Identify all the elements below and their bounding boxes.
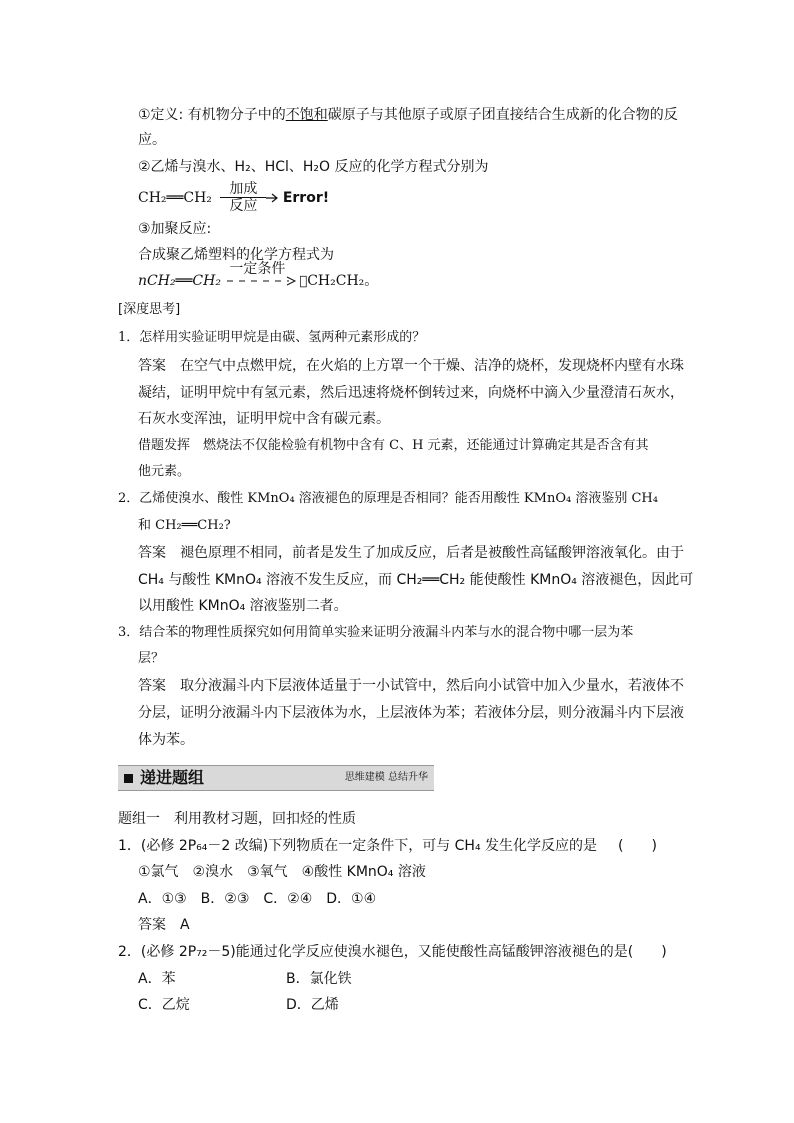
poly-title: ③加聚反应: xyxy=(138,221,212,237)
section-title: 递进题组 xyxy=(140,768,205,787)
definition-text-a: ①定义: 有机物分子中的 xyxy=(138,107,286,123)
g1-question-2-option-a: A．苯 xyxy=(138,971,176,987)
section-tag: 思维建模 总结升华 xyxy=(344,772,428,783)
question-2-line-1: 2．乙烯使溴水、酸性 KMnO₄ 溶液褪色的原理是否相同？能否用酸性 KMnO₄ 溶液鉴别 CH₄ xyxy=(118,491,658,506)
question-1: 1．怎样用实验证明甲烷是由碳、氢两种元素形成的？ xyxy=(118,330,426,345)
condition-bottom: 反应 xyxy=(229,198,258,214)
definition-text-b: 碳原子与其他原子或原子团直接结合生成新的化合物的反 xyxy=(327,107,678,123)
question-3-line-1: 3．结合苯的物理性质探究如何用简单实验来证明分液漏斗内苯与水的混合物中哪一层为苯 xyxy=(118,625,634,640)
answer-3-line-3: 体为苯。 xyxy=(138,732,194,748)
g1-question-1-options: A．①③ B．②③ C．②④ D．①④ xyxy=(138,891,377,907)
ethylene-intro: ②乙烯与溴水、H₂、HCl、H₂O 反应的化学方程式分别为 xyxy=(138,159,489,175)
condition-top: 加成 xyxy=(229,181,258,197)
poly-condition-top: 一定条件 xyxy=(229,261,286,277)
ethylene-equation xyxy=(138,183,329,213)
definition-underlined: 不饱和 xyxy=(285,107,328,123)
poly-intro: 合成聚乙烯塑料的化学方程式为 xyxy=(138,247,334,263)
answer-3-line-2: 分层，证明分液漏斗内下层液体为水，上层液体为苯；若液体分层，则分液漏斗内下层液 xyxy=(138,705,684,721)
square-bullet-icon xyxy=(124,774,133,783)
g1-question-2-option-b: B．氯化铁 xyxy=(286,971,352,987)
extension-line-1: 借题发挥 燃烧法不仅能检验有机物中含有 C、H 元素，还能通过计算确定其是否含有其 xyxy=(138,438,649,453)
g1-question-2-option-d: D．乙烯 xyxy=(286,997,339,1013)
definition-line-2: 应。 xyxy=(138,132,166,148)
question-2-line-2: 和 CH₂══CH₂? xyxy=(138,518,231,533)
arrow-icon xyxy=(266,193,278,203)
group1-title: 题组一 利用教材习题，回扣烃的性质 xyxy=(118,811,356,827)
answer-1-line-3: 石灰水变浑浊，证明甲烷中含有碳元素。 xyxy=(138,411,390,427)
ethylene-formula: CH₂══CH₂ xyxy=(138,190,212,206)
answer-1-line-1: 答案 在空气中点燃甲烷，在火焰的上方罩一个干燥、洁净的烧杯，发现烧杯内壁有水珠 xyxy=(138,358,684,374)
answer-2-line-1: 答案 褪色原理不相同，前者是发生了加成反应，后者是被酸性高锰酸钾溶液氧化。由于 xyxy=(138,545,684,561)
bracket-left-icon: 􏰀 xyxy=(299,274,308,289)
definition-line-1 xyxy=(138,105,678,125)
g1-question-2: 2．(必修 2P₇₂－5)能通过化学反应使溴水褪色，又能使酸性高锰酸钾溶液褪色的是( ) xyxy=(118,944,667,960)
g1-question-2-option-c: C．乙烷 xyxy=(138,997,190,1013)
g1-question-1-items: ①氯气 ②溴水 ③氧气 ④酸性 KMnO₄ 溶液 xyxy=(138,864,426,880)
g1-question-1-paren: ( ) xyxy=(618,838,657,854)
error-text: Error! xyxy=(282,190,330,206)
poly-condition xyxy=(225,261,299,291)
question-3-line-2: 层？ xyxy=(138,651,165,666)
deep-title: [深度思考] xyxy=(118,302,181,317)
answer-2-line-2: CH₄ 与酸性 KMnO₄ 溶液不发生反应，而 CH₂══CH₂ 能使酸性 KMnO₄ 溶液褪色，因此可 xyxy=(138,572,694,588)
poly-equation xyxy=(138,261,379,292)
answer-2-line-3: 以用酸性 KMnO₄ 溶液鉴别二者。 xyxy=(138,598,348,614)
extension-line-2: 他元素。 xyxy=(138,464,191,479)
dashed-arrow-icon xyxy=(225,275,299,287)
section-header xyxy=(118,765,434,791)
reaction-condition xyxy=(220,183,266,213)
g1-question-1: 1．(必修 2P₆₄－2 改编)下列物质在一定条件下，可与 CH₄ 发生化学反应的是 xyxy=(118,838,598,854)
answer-3-line-1: 答案 取分液漏斗内下层液体适量于一小试管中，然后向小试管中加入少量水，若液体不 xyxy=(138,678,684,694)
poly-formula: nCH₂══CH₂ xyxy=(138,273,221,289)
answer-1-line-2: 凝结，证明甲烷中有氢元素，然后迅速将烧杯倒转过来，向烧杯中滴入少量澄清石灰水， xyxy=(138,385,684,401)
g1-question-1-answer: 答案 A xyxy=(138,917,190,933)
poly-tail: 。 xyxy=(364,273,379,289)
poly-product: CH₂CH₂ xyxy=(307,273,365,289)
